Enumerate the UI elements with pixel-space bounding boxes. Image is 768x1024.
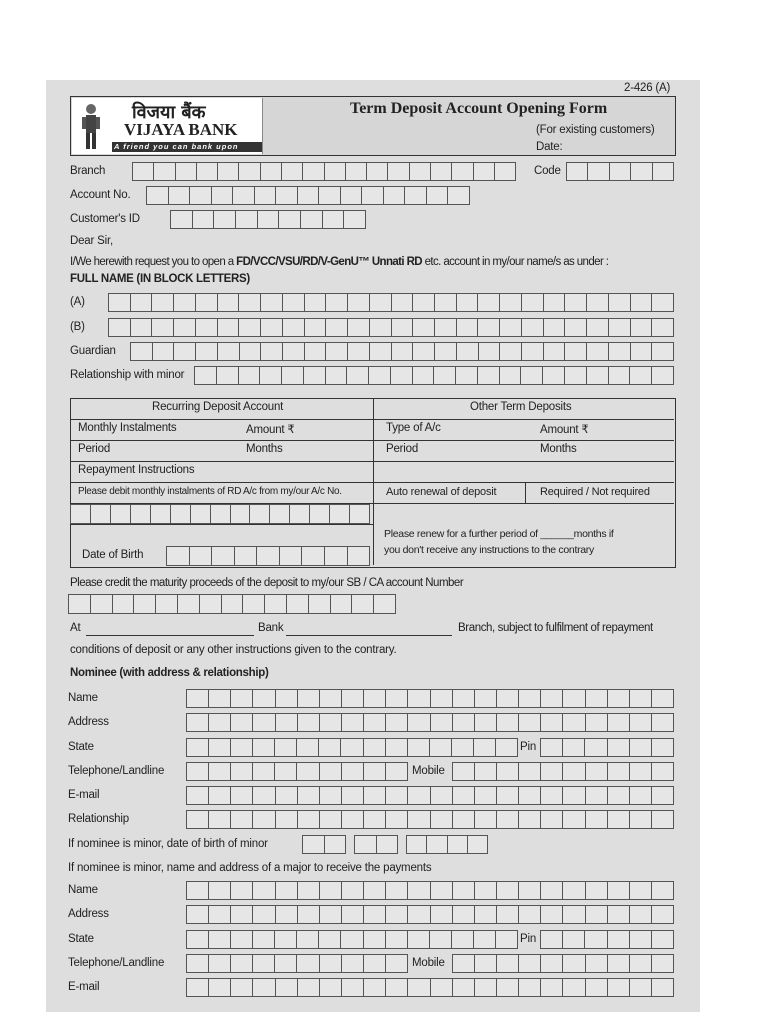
major-telephone-field[interactable] xyxy=(186,954,408,973)
name-b-field[interactable] xyxy=(108,318,674,337)
other-months-label: Months xyxy=(540,443,577,455)
nominee-address-field[interactable] xyxy=(186,713,674,732)
name-a-label: (A) xyxy=(70,296,85,308)
minor-dob-label: If nominee is minor, date of birth of minor xyxy=(68,838,268,850)
required-not-required[interactable]: Required / Not required xyxy=(540,486,650,498)
nominee-pin-field[interactable] xyxy=(540,738,674,757)
guardian-field[interactable] xyxy=(130,342,674,361)
nominee-state-label: State xyxy=(68,741,94,753)
mascot-icon xyxy=(76,100,106,152)
type-of-ac-label: Type of A/c xyxy=(386,422,441,434)
bank-name-english: VIJAYA BANK xyxy=(124,120,238,139)
bank-tagline: A friend you can bank upon xyxy=(114,142,239,151)
minor-dob-day[interactable] xyxy=(302,835,346,854)
major-state-field[interactable] xyxy=(186,930,518,949)
major-address-field[interactable] xyxy=(186,905,674,924)
auto-renewal-label: Auto renewal of deposit xyxy=(386,486,497,498)
rd-months-label: Months xyxy=(246,443,283,455)
bank-label: Bank xyxy=(258,622,284,634)
major-pin-label: Pin xyxy=(520,933,537,945)
account-no-label: Account No. xyxy=(70,189,131,201)
renew-instruction-line1: Please renew for a further period of ______months if xyxy=(384,528,614,540)
nominee-heading: Nominee (with address & relationship) xyxy=(70,667,269,679)
dob-field[interactable] xyxy=(166,546,370,566)
maturity-credit-text: Please credit the maturity proceeds of the deposit to my/our SB / CA account Number xyxy=(70,577,464,589)
relationship-minor-field[interactable] xyxy=(194,366,674,385)
nominee-mobile-field[interactable] xyxy=(452,762,674,781)
request-text: I/We herewith request you to open a FD/VCC/VSU/RD/V-GenU™ Unnati RD etc. account in my/our name/s as under : xyxy=(70,256,609,268)
date-label: Date: xyxy=(536,141,563,153)
debit-ac-field[interactable] xyxy=(70,504,370,524)
nominee-pin-label: Pin xyxy=(520,741,537,753)
full-name-heading: FULL NAME (IN BLOCK LETTERS) xyxy=(70,273,250,285)
code-label: Code xyxy=(534,165,561,177)
bank-logo xyxy=(72,98,263,154)
branch-line[interactable] xyxy=(286,635,452,636)
nominee-telephone-label: Telephone/Landline xyxy=(68,765,165,777)
bank-name-hindi: विजया बैंक xyxy=(132,102,206,123)
account-no-field[interactable] xyxy=(146,186,470,205)
branch-label: Branch xyxy=(70,165,106,177)
major-email-label: E-mail xyxy=(68,981,100,993)
major-telephone-label: Telephone/Landline xyxy=(68,957,165,969)
minor-dob-year[interactable] xyxy=(406,835,488,854)
rd-period-label: Period xyxy=(78,443,111,455)
nominee-name-field[interactable] xyxy=(186,689,674,708)
debit-instruction-text: Please debit monthly instalments of RD A/c from my/our A/c No. xyxy=(78,486,342,497)
nominee-state-field[interactable] xyxy=(186,738,518,757)
name-b-label: (B) xyxy=(70,321,85,333)
other-deposits-heading: Other Term Deposits xyxy=(470,401,572,413)
customer-id-label: Customer's ID xyxy=(70,213,140,225)
branch-subject-text: Branch, subject to fulfilment of repayment xyxy=(458,622,653,634)
other-period-label: Period xyxy=(386,443,419,455)
salutation: Dear Sir, xyxy=(70,235,113,247)
at-bank-line[interactable] xyxy=(86,635,254,636)
nominee-name-label: Name xyxy=(68,692,98,704)
other-amount-label: Amount ₹ xyxy=(540,424,589,436)
monthly-instalments-label: Monthly Instalments xyxy=(78,422,177,434)
term-deposit-form xyxy=(46,80,700,1012)
name-a-field[interactable] xyxy=(108,293,674,312)
branch-field[interactable] xyxy=(132,162,516,181)
customer-id-field[interactable] xyxy=(170,210,366,229)
nominee-email-field[interactable] xyxy=(186,786,674,805)
code-field[interactable] xyxy=(566,162,674,181)
rd-amount-label: Amount ₹ xyxy=(246,424,295,436)
relationship-minor-label: Relationship with minor xyxy=(70,369,185,381)
form-code: 2-426 (A) xyxy=(624,82,671,94)
major-email-field[interactable] xyxy=(186,978,674,997)
renew-instruction-line2: you don't receive any instructions to the contrary xyxy=(384,544,594,556)
major-state-label: State xyxy=(68,933,94,945)
form-subtitle: (For existing customers) xyxy=(536,124,655,136)
major-mobile-label: Mobile xyxy=(412,957,445,969)
nominee-mobile-label: Mobile xyxy=(412,765,445,777)
major-receiver-text: If nominee is minor, name and address of a major to receive the payments xyxy=(68,862,432,874)
major-address-label: Address xyxy=(68,908,109,920)
conditions-text: conditions of deposit or any other instructions given to the contrary. xyxy=(70,644,397,656)
nominee-relationship-field[interactable] xyxy=(186,810,674,829)
maturity-account-field[interactable] xyxy=(68,594,396,614)
major-name-label: Name xyxy=(68,884,98,896)
form-title: Term Deposit Account Opening Form xyxy=(350,100,608,117)
nominee-relationship-label: Relationship xyxy=(68,813,129,825)
repayment-instructions-label: Repayment Instructions xyxy=(78,464,195,476)
dob-label: Date of Birth xyxy=(82,549,144,561)
nominee-email-label: E-mail xyxy=(68,789,100,801)
at-label: At xyxy=(70,622,81,634)
major-mobile-field[interactable] xyxy=(452,954,674,973)
major-name-field[interactable] xyxy=(186,881,674,900)
minor-dob-month[interactable] xyxy=(354,835,398,854)
nominee-address-label: Address xyxy=(68,716,109,728)
nominee-telephone-field[interactable] xyxy=(186,762,408,781)
rd-heading: Recurring Deposit Account xyxy=(152,401,284,413)
major-pin-field[interactable] xyxy=(540,930,674,949)
guardian-label: Guardian xyxy=(70,345,116,357)
